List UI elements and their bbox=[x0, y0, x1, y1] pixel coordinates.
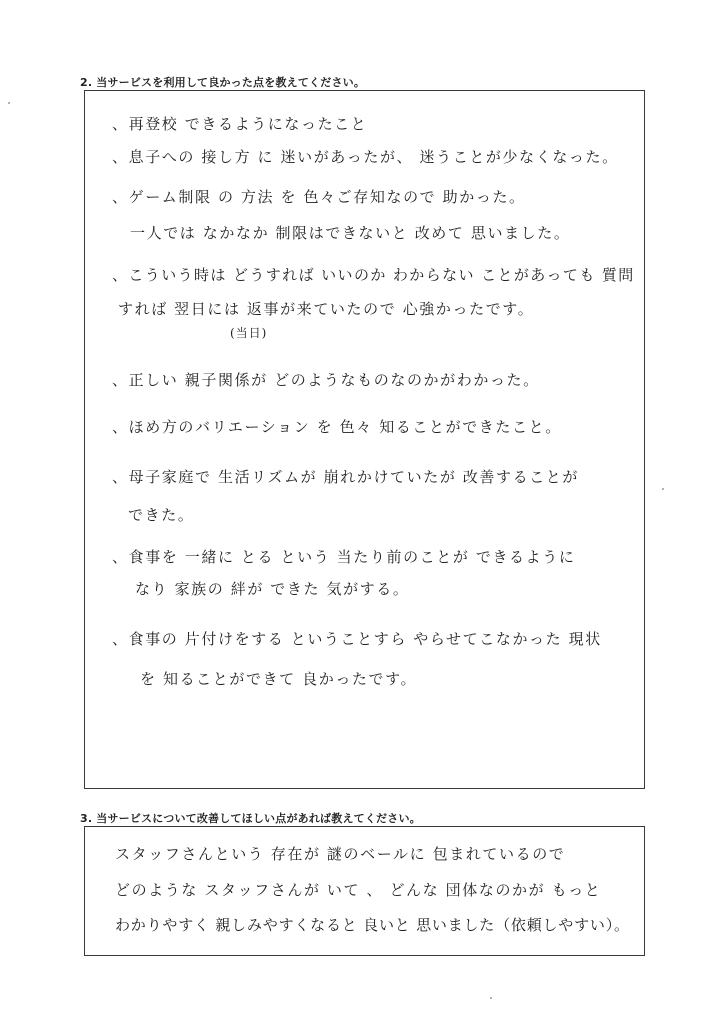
q2-answer-line-4: 一人では なかなか 制限はできないと 改めて 思いました。 bbox=[130, 224, 571, 242]
q2-answer-line-10: できた。 bbox=[128, 506, 195, 524]
q2-answer-line-1: 、再登校 できるようになったこと bbox=[112, 115, 368, 133]
scan-speck bbox=[490, 997, 492, 999]
q2-answer-line-12: なり 家族の 絆が できた 気がする。 bbox=[135, 580, 410, 598]
q2-answer-line-7: 、正しい 親子関係が どのようなものなのかがわかった。 bbox=[112, 371, 540, 389]
q2-answer-line-14: を 知ることができて 良かったです。 bbox=[140, 670, 418, 688]
scan-speck bbox=[8, 102, 10, 104]
q2-answer-line-8: 、ほめ方のバリエーション を 色々 知ることができたこと。 bbox=[112, 418, 562, 436]
q2-answer-line-3: 、ゲーム制限 の 方法 を 色々ご存知なので 助かった。 bbox=[112, 188, 526, 206]
q2-answer-line-5: 、こういう時は どうすれば いいのか わからない ことがあっても 質問 bbox=[112, 266, 635, 284]
question-2-heading: 2. 当サービスを利用して良かった点を教えてください。 bbox=[80, 76, 366, 89]
q2-answer-line-11: 、食事を 一緒に とる という 当たり前のことが できるように bbox=[112, 548, 576, 566]
q2-answer-line-13: 、食事の 片付けをする ということすら やらせてこなかった 現状 bbox=[112, 630, 602, 648]
q3-answer-line-1: スタッフさんという 存在が 謎のベールに 包まれているので bbox=[115, 845, 566, 863]
q2-answer-line-2: 、息子への 接し方 に 迷いがあったが、 迷うことが少なくなった。 bbox=[112, 148, 619, 166]
scan-speck bbox=[662, 488, 664, 490]
question-3-heading: 3. 当サービスについて改善してほしい点があれば教えてください。 bbox=[80, 812, 421, 825]
q2-answer-annotation: (当日) bbox=[230, 326, 268, 340]
q3-answer-line-2: どのような スタッフさんが いて 、 どんな 団体なのかが もっと bbox=[115, 881, 602, 899]
q2-answer-line-6: すれば 翌日には 返事が来ていたので 心強かったです。 bbox=[118, 300, 535, 318]
q2-answer-line-9: 、母子家庭で 生活リズムが 崩れかけていたが 改善することが bbox=[112, 468, 580, 486]
q3-answer-line-3: わかりやすく 親しみやすくなると 良いと 思いました（依頼しやすい）。 bbox=[115, 916, 630, 934]
